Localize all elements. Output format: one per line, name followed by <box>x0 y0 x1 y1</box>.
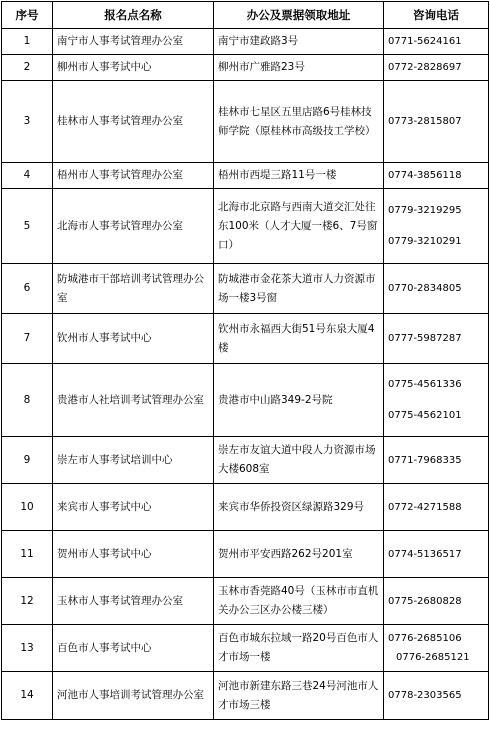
phone-number: 0771-7968335 <box>388 454 462 466</box>
cell-office-name: 贵港市人社培训考试管理办公室 <box>53 364 214 437</box>
cell-office-name: 梧州市人事考试管理办公室 <box>53 163 214 189</box>
cell-address: 贵港市中山路349-2号院 <box>214 364 384 437</box>
table-row <box>2 189 489 264</box>
cell-phone <box>384 189 489 264</box>
cell-phone <box>384 437 489 484</box>
cell-phone <box>384 578 489 625</box>
cell-phone <box>384 625 489 672</box>
cell-seq: 3 <box>2 81 53 163</box>
cell-address: 柳州市广雅路23号 <box>214 55 384 81</box>
header-name: 报名点名称 <box>53 2 214 29</box>
phone-number: 0779-3219295 <box>388 205 462 216</box>
table-header-row <box>2 2 489 29</box>
table-row <box>2 55 489 81</box>
phone-number: 0778-2303565 <box>388 690 462 701</box>
table-row <box>2 264 489 314</box>
cell-phone <box>384 55 489 81</box>
cell-phone <box>384 264 489 314</box>
cell-seq: 7 <box>2 314 53 364</box>
header-address: 办公及票据领取地址 <box>214 2 384 29</box>
cell-phone <box>384 29 489 55</box>
cell-seq: 4 <box>2 163 53 189</box>
cell-address: 玉林市香莞路40号（玉林市市直机关办公三区办公楼三楼） <box>214 578 384 625</box>
header-seq: 序号 <box>2 2 53 29</box>
cell-seq: 13 <box>2 625 53 672</box>
cell-office-name: 百色市人事考试中心 <box>53 625 214 672</box>
table-row <box>2 437 489 484</box>
cell-address: 南宁市建政路3号 <box>214 29 384 55</box>
table-row <box>2 531 489 578</box>
cell-office-name: 玉林市人事考试管理办公室 <box>53 578 214 625</box>
cell-office-name: 柳州市人事考试中心 <box>53 55 214 81</box>
header-phone: 咨询电话 <box>384 2 489 29</box>
table-row <box>2 29 489 55</box>
cell-office-name: 来宾市人事考试中心 <box>53 484 214 531</box>
table-row <box>2 578 489 625</box>
phone-number: 0774-5136517 <box>388 548 462 560</box>
phone-number: 0773-2815807 <box>388 116 462 127</box>
cell-seq: 14 <box>2 672 53 720</box>
cell-office-name: 桂林市人事考试管理办公室 <box>53 81 214 163</box>
table-row <box>2 672 489 720</box>
phone-number: 0779-3210291 <box>388 236 462 247</box>
cell-address: 北海市北京路与西南大道交汇处往东100米（人才大厦一楼6、7号窗口） <box>214 189 384 264</box>
cell-address: 贺州市平安西路262号201室 <box>214 531 384 578</box>
exam-office-table <box>1 1 489 720</box>
cell-seq: 12 <box>2 578 53 625</box>
phone-number: 0776-2685121 <box>396 652 470 663</box>
cell-office-name: 南宁市人事考试管理办公室 <box>53 29 214 55</box>
table-row <box>2 484 489 531</box>
cell-address: 钦州市永福西大街51号东泉大厦4楼 <box>214 314 384 364</box>
cell-address: 河池市新建东路三巷24号河池市人才市场三楼 <box>214 672 384 720</box>
cell-address: 防城港市金花茶大道市人力资源市场一楼3号窗 <box>214 264 384 314</box>
cell-seq: 10 <box>2 484 53 531</box>
phone-number: 0776-2685106 <box>388 633 462 644</box>
phone-number: 0775-4562101 <box>388 410 462 421</box>
table-row <box>2 81 489 163</box>
phone-number: 0770-2834805 <box>388 283 462 294</box>
cell-office-name: 崇左市人事考试培训中心 <box>53 437 214 484</box>
cell-phone <box>384 364 489 437</box>
cell-office-name: 防城港市干部培训考试管理办公室 <box>53 264 214 314</box>
cell-phone <box>384 484 489 531</box>
cell-address: 桂林市七星区五里店路6号桂林技师学院（原桂林市高级技工学校） <box>214 81 384 163</box>
cell-office-name: 河池市人事培训考试管理办公室 <box>53 672 214 720</box>
cell-address: 梧州市西堤三路11号一楼 <box>214 163 384 189</box>
cell-phone <box>384 531 489 578</box>
phone-number: 0775-4561336 <box>388 379 462 390</box>
phone-number: 0772-4271588 <box>388 501 462 513</box>
table-row <box>2 625 489 672</box>
cell-office-name: 北海市人事考试管理办公室 <box>53 189 214 264</box>
cell-seq: 9 <box>2 437 53 484</box>
phone-number: 0777-5987287 <box>388 333 462 344</box>
phone-number: 0772-2828697 <box>388 62 462 73</box>
cell-address: 百色市城东拉域一路20号百色市人才市场一楼 <box>214 625 384 672</box>
cell-phone <box>384 163 489 189</box>
cell-seq: 8 <box>2 364 53 437</box>
phone-number: 0775-2680828 <box>388 595 462 607</box>
phone-number: 0771-5624161 <box>388 36 462 47</box>
cell-seq: 2 <box>2 55 53 81</box>
cell-phone <box>384 672 489 720</box>
cell-seq: 11 <box>2 531 53 578</box>
table-row <box>2 364 489 437</box>
cell-phone <box>384 314 489 364</box>
cell-seq: 1 <box>2 29 53 55</box>
cell-seq: 5 <box>2 189 53 264</box>
cell-office-name: 钦州市人事考试中心 <box>53 314 214 364</box>
cell-phone <box>384 81 489 163</box>
cell-office-name: 贺州市人事考试中心 <box>53 531 214 578</box>
cell-seq: 6 <box>2 264 53 314</box>
phone-number: 0774-3856118 <box>388 170 462 181</box>
cell-address: 崇左市友谊大道中段人力资源市场大楼608室 <box>214 437 384 484</box>
table-row <box>2 314 489 364</box>
cell-address: 来宾市华侨投资区绿源路329号 <box>214 484 384 531</box>
table-row <box>2 163 489 189</box>
